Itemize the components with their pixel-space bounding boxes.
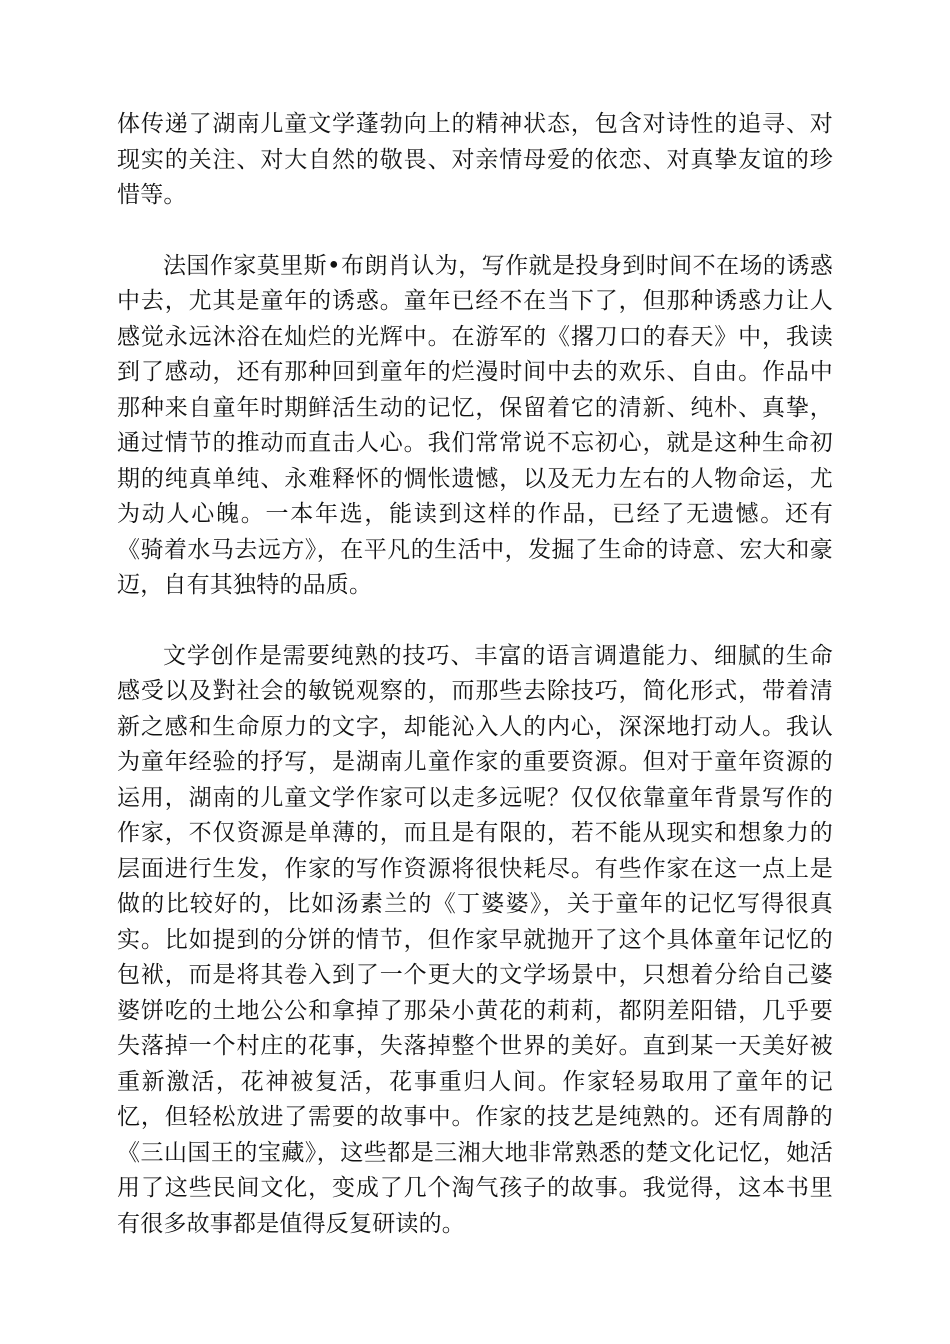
document-page bbox=[117, 107, 833, 1242]
paragraph-spacer bbox=[117, 604, 833, 639]
paragraph-literary-creation: 文学创作是需要纯熟的技巧、丰富的语言调遣能力、细腻的生命感受以及對社会的敏锐观察的，而那些去除技巧，简化形式，带着清新之感和生命原力的文字，却能沁入人的内心，深深地打动人。我认为童年经验的抒写，是湖南儿童作家的重要资源。但对于童年资源的运用，湖南的儿童文学作家可以走多远呢？仅仅依靠童年背景写作的作家，不仅资源是单薄的，而且是有限的，若不能从现实和想象力的层面进行生发，作家的写作资源将很快耗尽。有些作家在这一点上是做的比较好的，比如汤素兰的《丁婆婆》，关于童年的记忆写得很真实。比如提到的分饼的情节，但作家早就抛开了这个具体童年记忆的包袱，而是将其卷入到了一个更大的文学场景中，只想着分给自己婆婆饼吃的土地公公和拿掉了那朵小黄花的莉莉，都阴差阳错，几乎要失落掉一个村庄的花事，失落掉整个世界的美好。直到某一天美好被重新激活，花神被复活，花事重归人间。作家轻易取用了童年的记忆，但轻松放进了需要的故事中。作家的技艺是纯熟的。还有周静的《三山国王的宝藏》，这些都是三湘大地非常熟悉的楚文化记忆，她活用了这些民间文化，变成了几个淘气孩子的故事。我觉得，这本书里有很多故事都是值得反复研读的。 bbox=[117, 642, 833, 1237]
paragraph-spacer bbox=[117, 214, 833, 249]
paragraph-blanchot: 法国作家莫里斯•布朗肖认为，写作就是投身到时间不在场的诱惑中去，尤其是童年的诱惑。童年已经不在当下了，但那种诱惑力让人感觉永远沐浴在灿烂的光辉中。在游军的《撂刀口的春天》中，我读到了感动，还有那种回到童年的烂漫时间中去的欢乐、自由。作品中那种来自童年时期鲜活生动的记忆，保留着它的清新、纯朴、真挚，通过情节的推动而直击人心。我们常常说不忘初心，就是这种生命初期的纯真单纯、永难释怀的惆怅遗憾，以及无力左右的人物命运，尤为动人心魄。一本年选，能读到这样的作品，已经了无遗憾。还有《骑着水马去远方》，在平凡的生活中，发掘了生命的诗意、宏大和豪迈，自有其独特的品质。 bbox=[117, 252, 833, 598]
paragraph-continuation: 体传递了湖南儿童文学蓬勃向上的精神状态，包含对诗性的追寻、对现实的关注、对大自然的敬畏、对亲情母爱的依恋、对真挚友谊的珍惜等。 bbox=[117, 111, 833, 208]
